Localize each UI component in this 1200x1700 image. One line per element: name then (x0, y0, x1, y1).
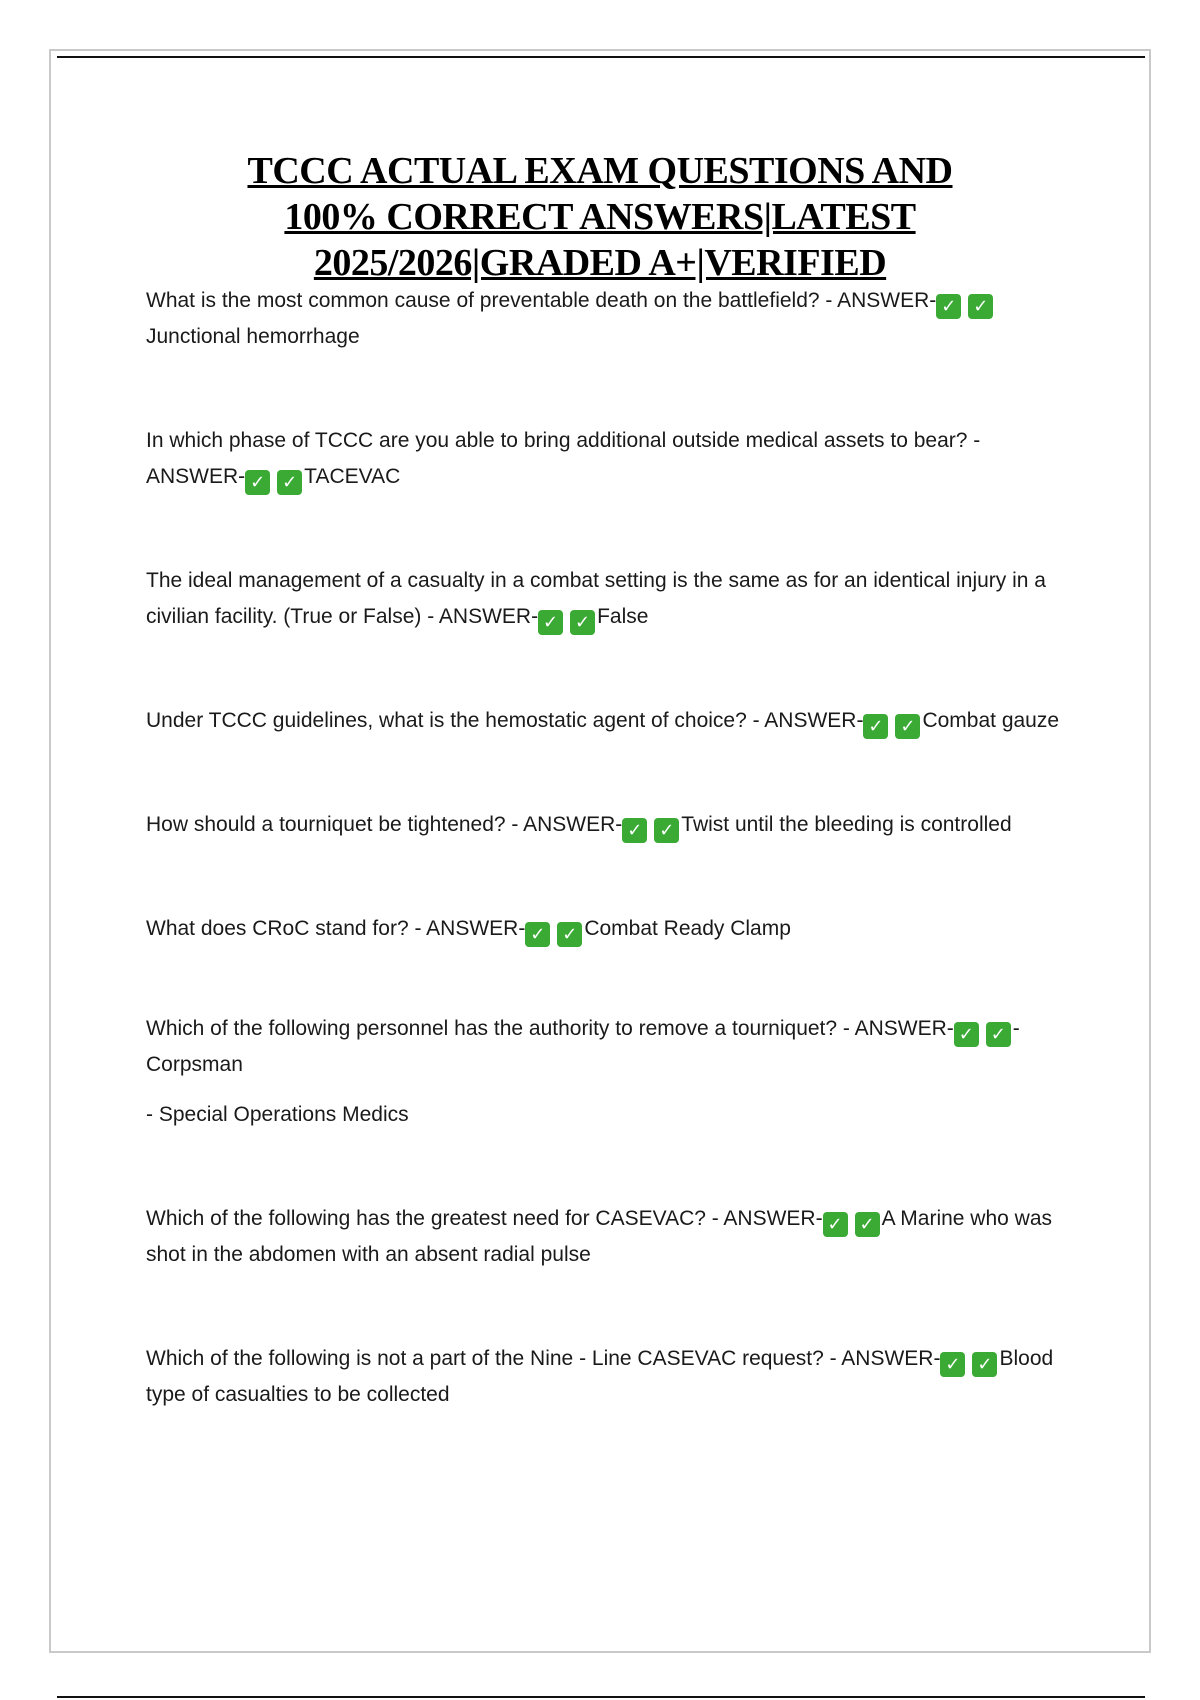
question-text: The ideal management of a casualty in a combat setting is the same as for an identical injury in a civilian facility. (True or False) - (146, 569, 1046, 628)
question-text: Under TCCC guidelines, what is the hemostatic agent of choice? - (146, 709, 765, 732)
qa-item (146, 423, 1066, 495)
answer-text: TACEVAC (304, 465, 401, 488)
answer-text: Combat gauze (922, 709, 1060, 732)
check-mark-icon: ✓ (245, 470, 270, 495)
answer-prefix: ANSWER- (523, 813, 623, 836)
check-mark-icon: ✓ (863, 714, 888, 739)
question-text: How should a tourniquet be tightened? - (146, 813, 524, 836)
check-mark-icon: ✓ (940, 1352, 965, 1377)
answer-text: - Corpsman (146, 1017, 1020, 1076)
qa-list (146, 283, 1066, 1413)
title-line: 2025/2026|GRADED A+|VERIFIED (313, 242, 887, 284)
check-mark-icon: ✓ (986, 1022, 1011, 1047)
qa-item (146, 283, 1066, 355)
answer-prefix: ANSWER- (837, 289, 937, 312)
check-mark-icon: ✓ (972, 1352, 997, 1377)
title-line: TCCC ACTUAL EXAM QUESTIONS AND (247, 150, 953, 192)
top-rule (57, 56, 1145, 58)
title-line: 100% CORRECT ANSWERS|LATEST (284, 196, 916, 238)
question-text: Which of the following is not a part of the Nine - Line CASEVAC request? - (146, 1347, 842, 1370)
answer-prefix: ANSWER- (426, 917, 526, 940)
answer-text: Blood type of casualties to be collected (146, 1347, 1054, 1406)
qa-item (146, 1341, 1066, 1413)
check-mark-icon: ✓ (895, 714, 920, 739)
check-mark-icon: ✓ (622, 818, 647, 843)
question-text: What is the most common cause of preventable death on the battlefield? - (146, 289, 838, 312)
question-text: What does CRoC stand for? - (146, 917, 427, 940)
check-mark-icon: ✓ (538, 610, 563, 635)
answer-prefix: ANSWER- (854, 1017, 954, 1040)
check-mark-icon: ✓ (823, 1212, 848, 1237)
answer-text: A Marine who was shot in the abdomen with an absent radial pulse (146, 1207, 1053, 1266)
check-mark-icon: ✓ (936, 294, 961, 319)
answer-prefix: ANSWER- (146, 465, 246, 488)
question-text: Which of the following personnel has the authority to remove a tourniquet? - (146, 1017, 855, 1040)
check-mark-icon: ✓ (277, 470, 302, 495)
check-mark-icon: ✓ (968, 294, 993, 319)
answer-text: Twist until the bleeding is controlled (681, 813, 1012, 836)
check-mark-icon: ✓ (654, 818, 679, 843)
qa-item (146, 911, 1066, 947)
answer-prefix: ANSWER- (764, 709, 864, 732)
answer-extra-line: - Special Operations Medics (146, 1103, 409, 1126)
answer-text: Junctional hemorrhage (146, 325, 360, 348)
answer-prefix: ANSWER- (438, 605, 539, 628)
document-title (100, 148, 1100, 286)
check-mark-icon: ✓ (954, 1022, 979, 1047)
answer-text: Combat Ready Clamp (584, 917, 791, 940)
check-mark-icon: ✓ (855, 1212, 880, 1237)
qa-item (146, 703, 1066, 739)
bottom-rule (57, 1696, 1145, 1698)
question-text: Which of the following has the greatest need for CASEVAC? - (146, 1207, 724, 1230)
check-mark-icon: ✓ (570, 610, 595, 635)
qa-item (146, 807, 1066, 843)
qa-item (146, 563, 1066, 635)
qa-item (146, 1011, 1066, 1083)
answer-prefix: ANSWER- (723, 1207, 823, 1230)
question-text: In which phase of TCCC are you able to bring additional outside medical assets to bear? - (146, 429, 981, 452)
answer-text: False (597, 605, 649, 628)
qa-item (146, 1201, 1066, 1273)
check-mark-icon: ✓ (557, 922, 582, 947)
answer-prefix: ANSWER- (841, 1347, 941, 1370)
check-mark-icon: ✓ (525, 922, 550, 947)
